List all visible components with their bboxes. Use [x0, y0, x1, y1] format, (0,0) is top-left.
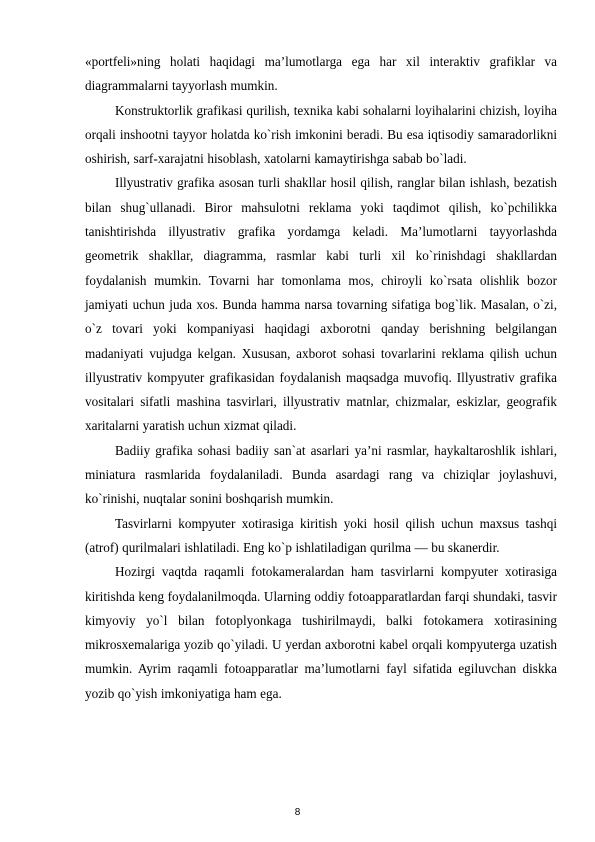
paragraph-portfolio-continuation: «portfeli»ning holati haqidagi ma’lumotlarga ega har xil interaktiv grafiklar va diagrammalarni tayyorlash mumkin.: [85, 54, 557, 94]
document-body: [85, 50, 557, 706]
paragraph-digital-cameras: Hozirgi vaqtda raqamli fotokameralardan ham tasvirlarni kompyuter xotirasiga kiritishda keng foydalanilmoqda. Ularning oddiy fotoapparatlardan farqi shundaki, tasvir kimyoviy yo`l bilan fotoplyonkaga tushirilmaydi, balki fotokamera xotirasining mikrosxemalariga yozib qo`yiladi. U yerdan axborotni kabel orqali kompyuterga uzatish mumkin. Ayrim raqamli fotoapparatlar ma’lumotlarni fayl sifatida egiluvchan diskka yozib qo`yish imkoniyatiga ham ega.: [85, 564, 557, 701]
page-number: 8: [294, 807, 301, 818]
paragraph-constructive-graphics: Konstruktorlik grafikasi qurilish, texnika kabi sohalarni loyihalarini chizish, loyiha orqali inshootni tayyor holatda ko`rish imkonini beradi. Bu esa iqtisodiy samaradorlikni oshirish, sarf-xarajatni hisoblash, xatolarni kamaytirishga sabab bo`ladi.: [85, 102, 557, 167]
paragraph-illustrative-graphics: Illyustrativ grafika asosan turli shakllar hosil qilish, ranglar bilan ishlash, bezatish bilan shug`ullanadi. Biror mahsulotni reklama yoki taqdimot qilish, ko`pchilikka tanishtirishda illyustrativ grafika yordamga keladi. Ma’lumotlarni tayyorlashda geometrik shakllar, diagramma, rasmlar kabi turli xil ko`rinishdagi shakllardan foydalanish mumkin. Tovarni har tomonlama mos, chiroyli ko`rsata olishlik bozor jamiyati uchun juda xos. Bunda hamma narsa tovarning sifatiga bog`lik. Masalan, o`zi, o`z tovari yoki kompaniyasi haqidagi axborotni qanday berishning belgilangan madaniyati vujudga kelgan. Xususan, axborot sohasi tovarlarini reklama qilish uchun illyustrativ kompyuter grafikasidan foydalanish maqsadga muvofiq. Illyustrativ grafika vositalari sifatli mashina tasvirlari, illyustrativ matnlar, chizmalar, eskizlar, geografik xaritalarni yaratish uchun xizmat qiladi.: [85, 175, 557, 434]
paragraph-artistic-graphics: Badiiy grafika sohasi badiiy san`at asarlari ya’ni rasmlar, haykaltaroshlik ishlari, miniatura rasmlarida foydalaniladi. Bunda asardagi rang va chiziqlar joylashuvi, ko`rinishi, nuqtalar sonini boshqarish mumkin.: [85, 442, 557, 507]
paragraph-input-devices: Tasvirlarni kompyuter xotirasiga kiritish yoki hosil qilish uchun maxsus tashqi (atrof) qurilmalari ishlatiladi. Eng ko`p ishlatiladigan qurilma — bu skanerdir.: [85, 515, 557, 555]
